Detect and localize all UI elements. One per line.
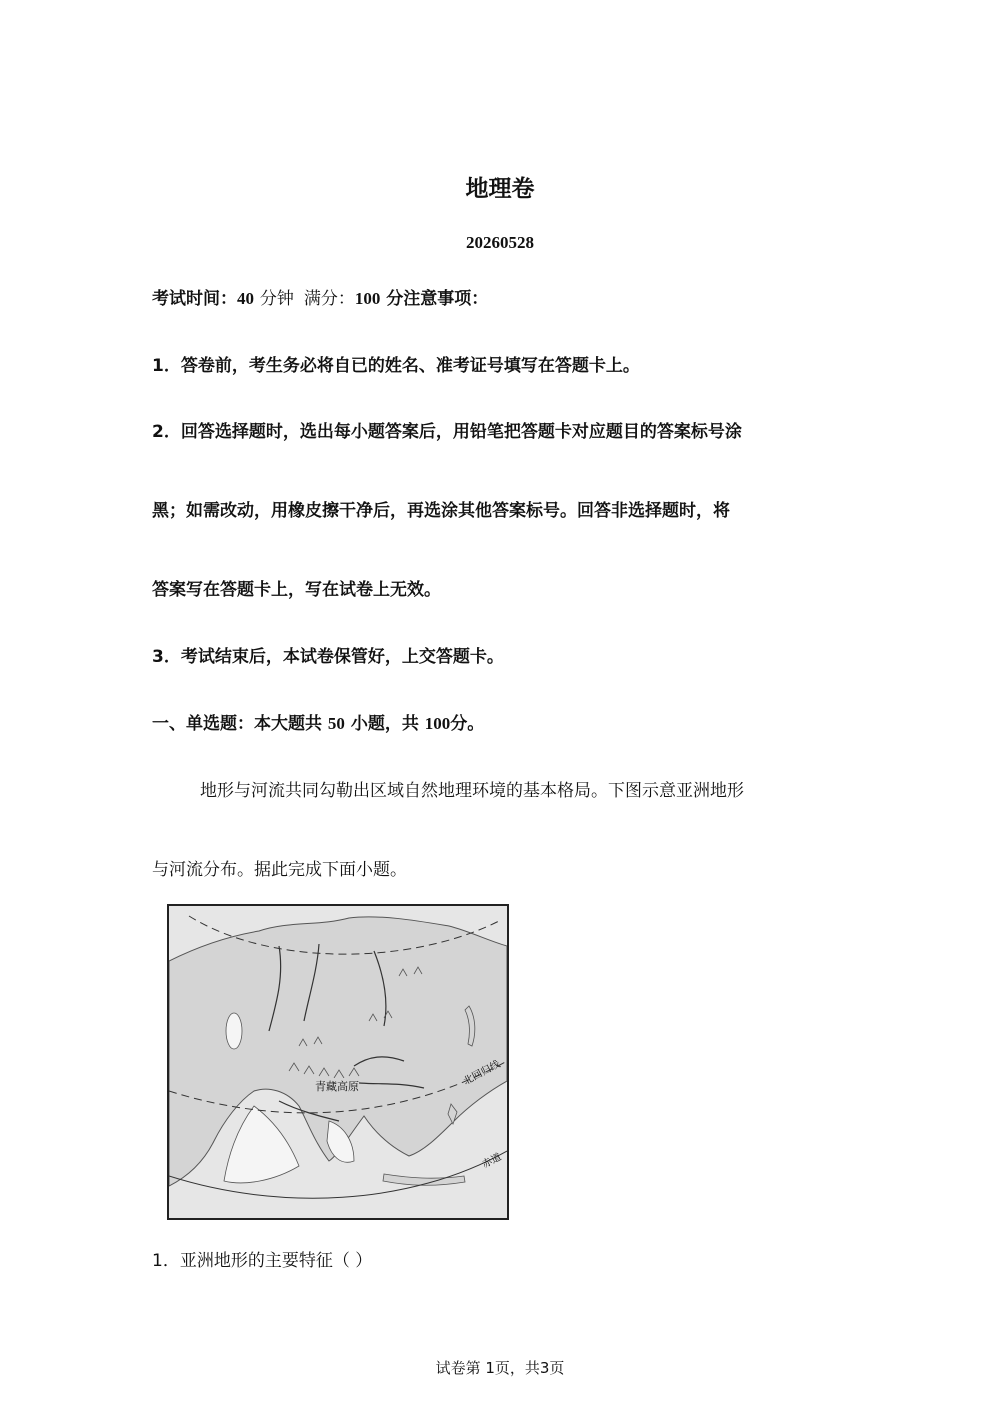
equator-label: 赤道	[480, 1151, 504, 1171]
page-title: 地理卷	[465, 176, 535, 202]
section-middle: 小题，共	[350, 714, 419, 734]
note-2-line-2: 黑；如需改动，用橡皮擦干净后，再选涂其他答案标号。回答非选择题时，将	[152, 501, 730, 521]
note-2-line-3: 答案写在答题卡上，写在试卷上无效。	[152, 580, 441, 600]
time-unit: 分钟	[259, 289, 294, 309]
tropic-label: 北回归线	[461, 1059, 503, 1088]
plateau-label: 青藏高原	[315, 1080, 359, 1093]
map-graphic	[169, 906, 507, 1218]
exam-date: 20260528	[466, 233, 534, 252]
time-value: 40	[237, 289, 254, 308]
section-points: 100	[424, 714, 451, 733]
question-count: 50	[327, 714, 345, 733]
exam-info	[152, 284, 852, 309]
note-2-line-1: 2．回答选择题时，选出每小题答案后，用铅笔把答题卡对应题目的答案标号涂	[152, 422, 742, 442]
arabian-sea	[224, 1106, 299, 1183]
time-label: 考试时间：	[152, 289, 237, 309]
caspian-sea	[226, 1013, 242, 1049]
passage-line-2: 与河流分布。据此完成下面小题。	[152, 860, 407, 880]
section-heading	[152, 709, 852, 734]
section-prefix: 一、单选题：本大题共	[152, 714, 322, 734]
question-1: 1．亚洲地形的主要特征（ ）	[152, 1251, 373, 1271]
note-1: 1．答卷前，考生务必将自已的姓名、准考证号填写在答题卡上。	[152, 356, 640, 376]
passage-line-1: 地形与河流共同勾勒出区域自然地理环境的基本格局。下图示意亚洲地形	[200, 781, 744, 801]
note-3: 3．考试结束后，本试卷保管好，上交答题卡。	[152, 647, 504, 667]
section-suffix: 分。	[450, 714, 485, 734]
score-unit: 分注意事项：	[386, 289, 489, 309]
asia-terrain-river-map	[167, 904, 509, 1220]
score-label: 满分：	[303, 289, 355, 309]
score-value: 100	[354, 289, 381, 308]
page-footer: 试卷第 1页，共3页	[435, 1359, 565, 1377]
